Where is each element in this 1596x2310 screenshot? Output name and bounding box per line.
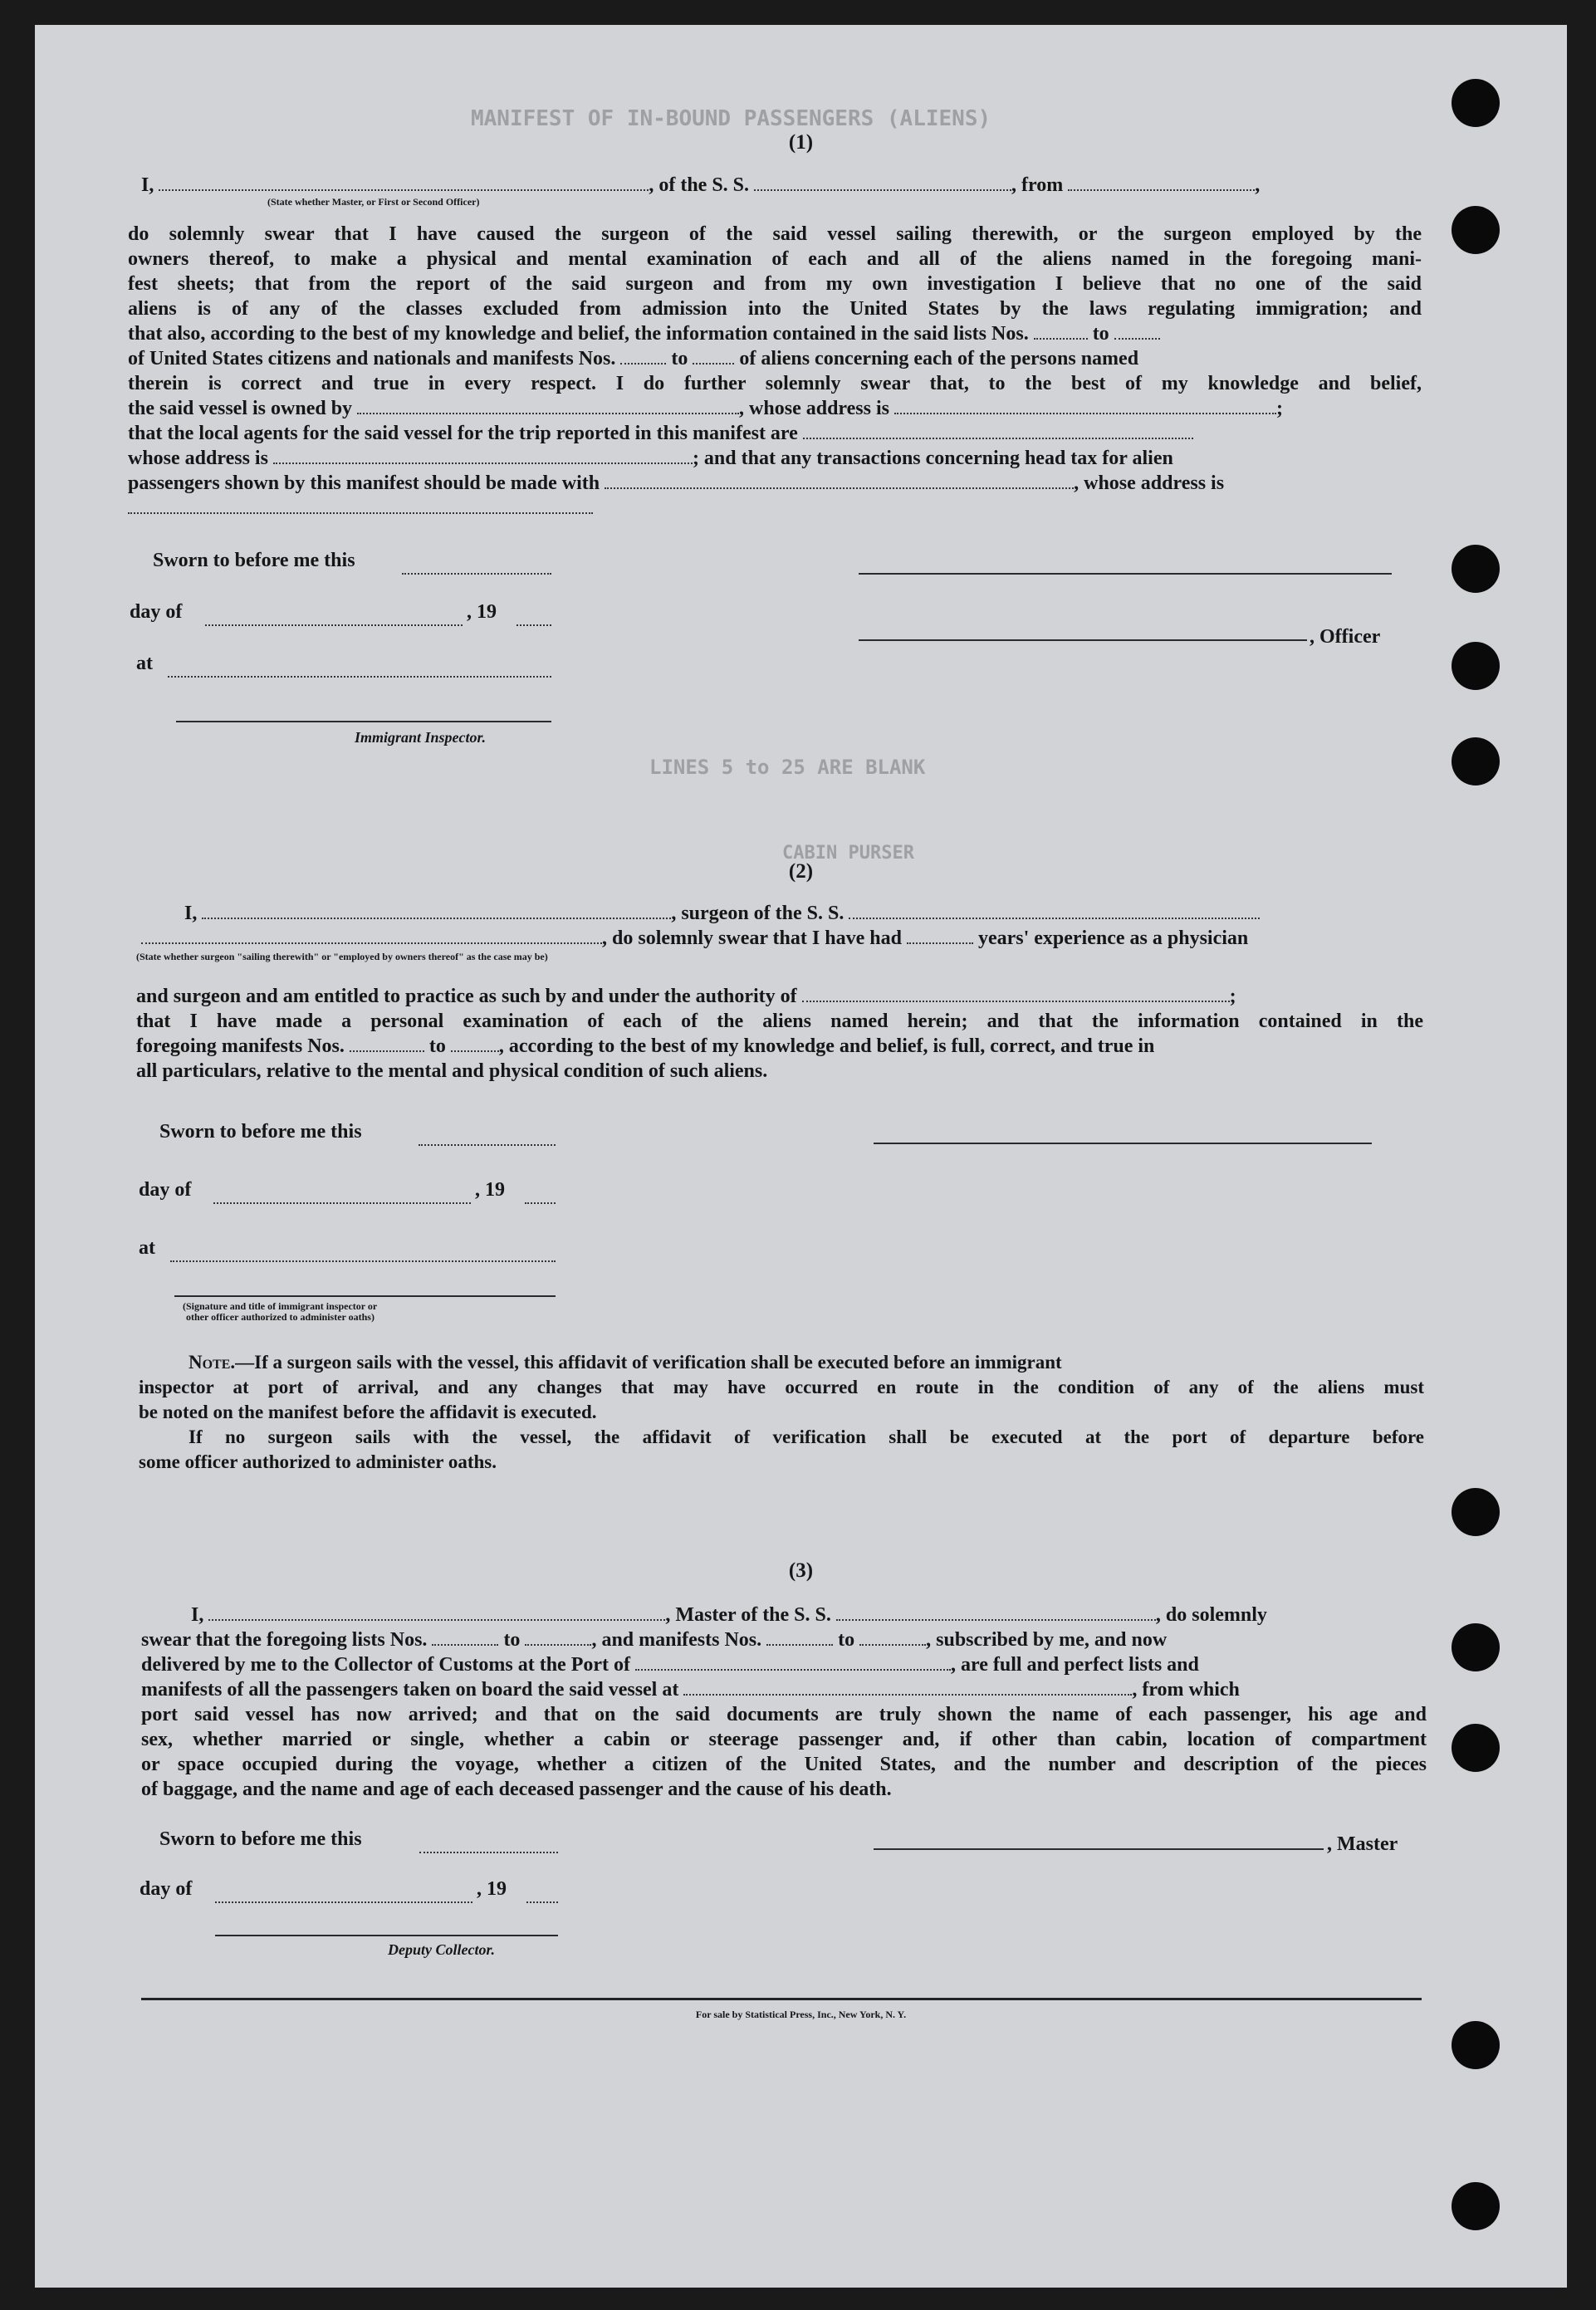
agents-address-field[interactable] xyxy=(273,446,693,464)
dayof-label: day of xyxy=(140,1878,193,1900)
manifests-to-field[interactable] xyxy=(693,346,734,365)
master-vessel-field[interactable] xyxy=(836,1603,1156,1621)
section1-officer-oath: I, , of the S. S. , from , xyxy=(141,174,1261,196)
master-name-field[interactable] xyxy=(208,1603,665,1621)
surgeon-status-field[interactable] xyxy=(141,926,602,944)
text: some officer authorized to administer oaths. xyxy=(139,1451,497,1472)
text: that the local agents for the said vessel for the trip reported in this manifest are xyxy=(128,423,798,444)
at-label: at xyxy=(139,1237,155,1259)
text: ; xyxy=(1275,398,1283,419)
text: aliens is of any of the classes excluded from admission into the United States by the laws regulating immigration; and xyxy=(128,298,1422,320)
text: , and manifests Nos. xyxy=(591,1629,762,1651)
sworn-place-field[interactable] xyxy=(168,659,551,678)
text: fest sheets; that from the report of the said surgeon and from my own investigation I believe that no one of the said xyxy=(128,273,1422,295)
officer-signature-line xyxy=(859,573,1392,575)
text: of aliens concerning each of the persons named xyxy=(739,348,1139,370)
text: therein is correct and true in every respect. I do further solemnly swear that, to the best of my knowledge and belief, xyxy=(128,373,1422,394)
text: or space occupied during the voyage, whether a citizen of the United States, and the number and description of the pieces xyxy=(141,1754,1427,1775)
sworn-month-field[interactable] xyxy=(215,1885,472,1903)
deputy-collector-title: Deputy Collector. xyxy=(388,1941,495,1958)
text: , from xyxy=(1011,174,1064,196)
foregoing-to-field[interactable] xyxy=(451,1034,499,1052)
manifests-from-field[interactable] xyxy=(766,1627,833,1646)
punch-hole xyxy=(1452,1488,1500,1536)
text: inspector at port of arrival, and any changes that may have occurred en route in the condition of any of the aliens must xyxy=(139,1377,1424,1397)
printer-imprint: For sale by Statistical Press, Inc., New York, N. Y. xyxy=(695,2009,907,2020)
deputy-collector-line xyxy=(215,1935,558,1936)
port-of-arrival-field[interactable] xyxy=(635,1652,951,1671)
text: to xyxy=(671,348,688,370)
bleed-through-note: LINES 5 to 25 ARE BLANK xyxy=(649,756,926,779)
section-number: (1) xyxy=(788,131,814,154)
text: foregoing manifests Nos. xyxy=(136,1035,345,1057)
text: to xyxy=(1092,323,1109,345)
surgeon-hint: (State whether surgeon "sailing therewith" or "employed by owners thereof" as the case may be) xyxy=(136,951,548,962)
text: that I have made a personal examination of each of the aliens named herein; and that the information contained in the xyxy=(136,1011,1423,1032)
text: do solemnly swear that I have caused the surgeon of the said vessel sailing therewith, or the surgeon employed by the xyxy=(128,223,1422,245)
text: of baggage, and the name and age of each deceased passenger and the cause of his death. xyxy=(141,1779,892,1800)
sworn-day-field[interactable] xyxy=(419,1128,556,1146)
text: owners thereof, to make a physical and mental examination of each and all of the aliens named in the foregoing mani- xyxy=(128,248,1422,270)
bleed-through-note: CABIN PURSER xyxy=(782,843,914,864)
manifests-to-field[interactable] xyxy=(859,1627,926,1646)
text: passengers shown by this manifest should be made with xyxy=(128,472,600,494)
text: , of the S. S. xyxy=(649,174,750,196)
text: ; and that any transactions concerning head tax for alien xyxy=(692,448,1173,469)
note-label: Note. xyxy=(188,1352,236,1373)
text: , according to the best of my knowledge and belief, is full, correct, and true in xyxy=(498,1035,1155,1057)
section-number: (2) xyxy=(788,860,814,883)
text: I, xyxy=(184,903,198,924)
surgeon-signature-line xyxy=(874,1143,1372,1144)
surgeon-vessel-field[interactable] xyxy=(849,901,1260,919)
officer-hint: (State whether Master, or First or Second Officer) xyxy=(267,196,480,208)
text: If no surgeon sails with the vessel, the affidavit of verification shall be executed at the port of departure before xyxy=(188,1427,1424,1447)
text: of United States citizens and nationals and manifests Nos. xyxy=(128,348,616,370)
text: , Master of the S. S. xyxy=(665,1604,831,1626)
punch-hole xyxy=(1452,642,1500,690)
text: port said vessel has now arrived; and that on the said documents are truly shown the name of each passenger, his age and xyxy=(141,1704,1427,1725)
section2-surgeon-oath xyxy=(141,901,1424,951)
inspector-signature-line xyxy=(176,721,551,722)
lists-to-field[interactable] xyxy=(525,1627,591,1646)
foregoing-from-field[interactable] xyxy=(350,1034,424,1052)
sworn-label: Sworn to before me this xyxy=(159,1828,362,1850)
punch-hole xyxy=(1452,2182,1500,2230)
at-label: at xyxy=(136,653,153,674)
master-signature-line xyxy=(874,1848,1324,1850)
officer-name-field[interactable] xyxy=(159,173,649,191)
dayof-label: day of xyxy=(139,1179,192,1201)
head-tax-address-field[interactable] xyxy=(128,496,593,514)
section3-master-oath xyxy=(141,1603,1427,1802)
sworn-place-field[interactable] xyxy=(170,1244,556,1262)
lists-from-field[interactable] xyxy=(432,1627,498,1646)
text: , surgeon of the S. S. xyxy=(671,903,845,924)
punch-hole xyxy=(1452,737,1500,785)
text: , do solemnly xyxy=(1155,1604,1267,1626)
punch-hole xyxy=(1452,2021,1500,2069)
sworn-day-field[interactable] xyxy=(402,556,551,575)
text: delivered by me to the Collector of Customs at the Port of xyxy=(141,1654,630,1676)
sworn-label: Sworn to before me this xyxy=(153,550,355,571)
vessel-name-field[interactable] xyxy=(754,173,1011,191)
text: I, xyxy=(141,174,154,196)
head-tax-agent-field[interactable] xyxy=(605,471,1074,489)
punch-hole xyxy=(1452,545,1500,593)
text: the said vessel is owned by xyxy=(128,398,353,419)
lists-to-field[interactable] xyxy=(1114,321,1160,340)
inspector-title: Immigrant Inspector. xyxy=(355,729,487,746)
section2-body xyxy=(136,984,1423,1084)
sworn-month-field[interactable] xyxy=(213,1186,471,1204)
punch-hole xyxy=(1452,1724,1500,1772)
text: whose address is xyxy=(128,448,268,469)
owner-address-field[interactable] xyxy=(894,396,1276,414)
section1-body xyxy=(128,222,1422,521)
master-title: , Master xyxy=(1327,1833,1398,1855)
sworn-label: Sworn to before me this xyxy=(159,1121,362,1143)
text: to xyxy=(838,1629,855,1651)
text: , from which xyxy=(1132,1679,1240,1701)
text: to xyxy=(503,1629,521,1651)
year-label: , 19 xyxy=(477,1878,507,1900)
footer-rule xyxy=(141,1998,1422,2000)
surgeon-name-field[interactable] xyxy=(202,901,671,919)
text: that also, according to the best of my knowledge and belief, the information contained in the said lists Nos. xyxy=(128,323,1029,345)
officer-title: , Officer xyxy=(1310,626,1381,648)
year-label: , 19 xyxy=(475,1179,505,1201)
administering-officer-hint: (Signature and title of immigrant inspector or xyxy=(183,1300,378,1312)
departure-port-field[interactable] xyxy=(1068,173,1255,191)
agents-field[interactable] xyxy=(803,421,1193,439)
sworn-day-field[interactable] xyxy=(419,1835,558,1853)
text: sex, whether married or single, whether a cabin or steerage passenger and, if other than cabin, location of compartment xyxy=(141,1729,1427,1750)
text: and surgeon and am entitled to practice as such by and under the authority of xyxy=(136,986,797,1007)
text: swear that the foregoing lists Nos. xyxy=(141,1629,428,1651)
text: , do solemnly swear that I have had xyxy=(602,927,902,949)
punch-hole xyxy=(1452,1623,1500,1671)
year-label: , 19 xyxy=(467,601,497,623)
administering-officer-line xyxy=(174,1295,556,1297)
text: , are full and perfect lists and xyxy=(950,1654,1199,1676)
text: I, xyxy=(191,1604,204,1626)
experience-years-field[interactable] xyxy=(907,926,973,944)
lists-from-field[interactable] xyxy=(1034,321,1088,340)
section-number: (3) xyxy=(788,1559,814,1582)
sworn-year-field[interactable] xyxy=(525,1186,556,1204)
text: —If a surgeon sails with the vessel, this affidavit of verification shall be executed before an immigrant xyxy=(235,1352,1062,1373)
dayof-label: day of xyxy=(130,601,183,623)
sworn-year-field[interactable] xyxy=(516,608,551,626)
punch-hole xyxy=(1452,206,1500,254)
manifest-page xyxy=(35,25,1567,2288)
verification-note xyxy=(139,1350,1424,1475)
bleed-through-header: MANIFEST OF IN-BOUND PASSENGERS (ALIENS) xyxy=(471,106,991,131)
text: , subscribed by me, and now xyxy=(926,1629,1168,1651)
officer-name-line xyxy=(859,639,1307,641)
text: be noted on the manifest before the affidavit is executed. xyxy=(139,1402,597,1422)
sworn-month-field[interactable] xyxy=(205,608,463,626)
manifests-from-field[interactable] xyxy=(620,346,666,365)
punch-hole xyxy=(1452,79,1500,127)
text: , whose address is xyxy=(739,398,889,419)
text: all particulars, relative to the mental and physical condition of such aliens. xyxy=(136,1060,768,1082)
text: to xyxy=(428,1035,446,1057)
port-of-departure-field[interactable] xyxy=(683,1677,1132,1696)
administering-officer-hint: other officer authorized to administer oaths) xyxy=(186,1311,375,1323)
text: years' experience as a physician xyxy=(977,927,1249,949)
text: , whose address is xyxy=(1074,472,1225,494)
owner-field[interactable] xyxy=(357,396,739,414)
authority-field[interactable] xyxy=(802,984,1230,1002)
text: ; xyxy=(1229,986,1236,1007)
text: manifests of all the passengers taken on board the said vessel at xyxy=(141,1679,679,1701)
sworn-year-field[interactable] xyxy=(526,1885,558,1903)
